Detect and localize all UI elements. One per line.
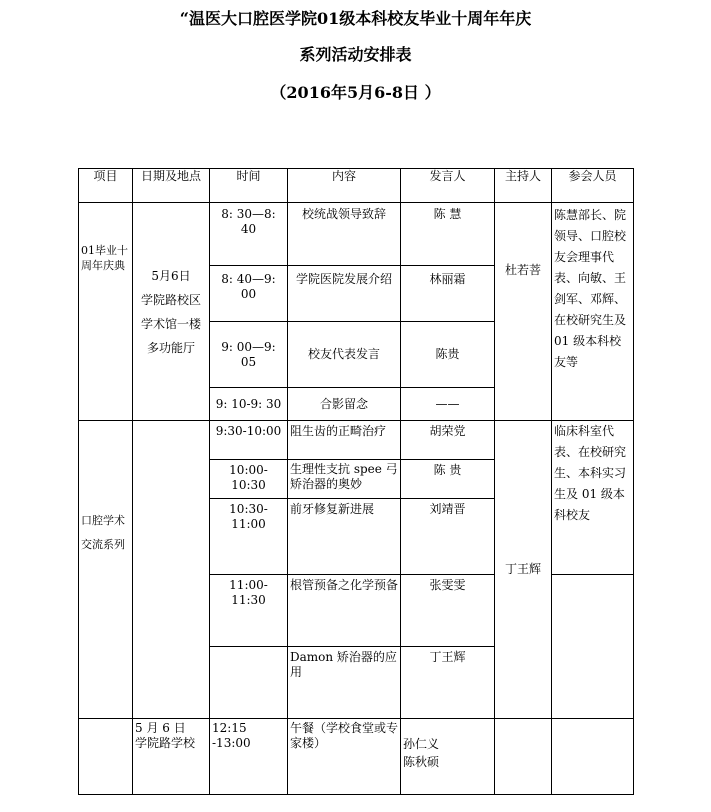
table-row	[79, 421, 634, 460]
time-cell	[210, 647, 288, 719]
attendees-cell: 临床科室代表、在校研究生、本科实习生及 01 级本科校友	[552, 421, 634, 575]
table-row	[79, 203, 634, 266]
time-cell: 9: 10-9: 30	[210, 388, 288, 421]
speaker-cell: 胡荣党	[401, 421, 495, 460]
host-cell: 丁王辉	[495, 421, 552, 719]
location-text: 学院路校区	[140, 292, 201, 307]
location-text: 学术馆一楼	[140, 316, 201, 331]
time-start: 12:15	[212, 721, 247, 735]
document-subtitle: 系列活动安排表	[299, 45, 412, 64]
content-cell: 学院医院发展介绍	[288, 266, 401, 322]
header-row	[79, 169, 634, 203]
content-cell: 前牙修复新进展	[288, 499, 401, 575]
header-date-location: 日期及地点	[133, 169, 210, 203]
speaker-cell	[401, 719, 495, 795]
attendees-cell: 陈慧部长、院领导、口腔校友会理事代表、向敏、王剑军、邓辉、在校研究生及 01 级本科校友等	[552, 203, 634, 421]
document-title: “温医大口腔医学院01级本科校友毕业十周年年庆	[179, 9, 532, 28]
schedule-table	[78, 168, 634, 795]
speaker-cell: 丁王辉	[401, 647, 495, 719]
time-cell: 10:00-10:30	[210, 460, 288, 499]
content-cell: 阻生齿的正畸治疗	[288, 421, 401, 460]
time-cell	[210, 719, 288, 795]
attendees-cell	[552, 719, 634, 795]
host-cell: 杜若菩	[495, 203, 552, 421]
time-cell: 8: 40—9: 00	[210, 266, 288, 322]
content-cell: 生理性支抗 spee 弓矫治器的奥妙	[288, 460, 401, 499]
time-end: -13:00	[212, 736, 251, 750]
attendees-cell-empty	[552, 575, 634, 719]
date-location-cell	[133, 203, 210, 421]
time-cell: 10:30-11:00	[210, 499, 288, 575]
location-text: 学院路学校	[135, 736, 196, 750]
content-cell: 校统战领导致辞	[288, 203, 401, 266]
time-cell: 9:30-10:00	[210, 421, 288, 460]
header-host: 主持人	[495, 169, 552, 203]
location-text: 多功能厅	[146, 340, 195, 355]
table-row	[79, 719, 634, 795]
time-cell: 11:00-11:30	[210, 575, 288, 647]
speaker-cell: ——	[401, 388, 495, 421]
host-cell	[495, 719, 552, 795]
header-project: 项目	[79, 169, 133, 203]
header-time: 时间	[210, 169, 288, 203]
project-name: 口腔学术	[81, 514, 125, 527]
content-cell: 午餐（学校食堂或专家楼）	[288, 719, 401, 795]
speaker-cell: 陈 贵	[401, 460, 495, 499]
speaker-cell: 刘靖晋	[401, 499, 495, 575]
date-location-cell	[133, 421, 210, 719]
project-name: 交流系列	[81, 538, 125, 551]
content-cell: Damon 矫治器的应用	[288, 647, 401, 719]
speaker-cell: 林丽霜	[401, 266, 495, 322]
speaker-name: 陈秋硕	[403, 755, 440, 769]
project-cell	[79, 421, 133, 719]
project-cell	[79, 203, 133, 421]
project-name: 01毕业十周年庆典	[81, 244, 128, 272]
date-text: 5 月 6 日	[135, 721, 186, 735]
content-cell: 合影留念	[288, 388, 401, 421]
header-speaker: 发言人	[401, 169, 495, 203]
date-location-cell	[133, 719, 210, 795]
date-text: 5月6日	[151, 268, 191, 283]
time-cell: 9: 00—9: 05	[210, 322, 288, 388]
speaker-cell: 张雯雯	[401, 575, 495, 647]
project-cell	[79, 719, 133, 795]
speaker-name: 孙仁义	[403, 737, 440, 751]
header-attendees: 参会人员	[552, 169, 634, 203]
content-cell: 校友代表发言	[288, 322, 401, 388]
content-cell: 根管预备之化学预备	[288, 575, 401, 647]
document-date: （2016年5月6-8日 ）	[270, 83, 441, 102]
time-cell: 8: 30—8: 40	[210, 203, 288, 266]
header-content: 内容	[288, 169, 401, 203]
speaker-cell: 陈贵	[401, 322, 495, 388]
speaker-cell: 陈 慧	[401, 203, 495, 266]
